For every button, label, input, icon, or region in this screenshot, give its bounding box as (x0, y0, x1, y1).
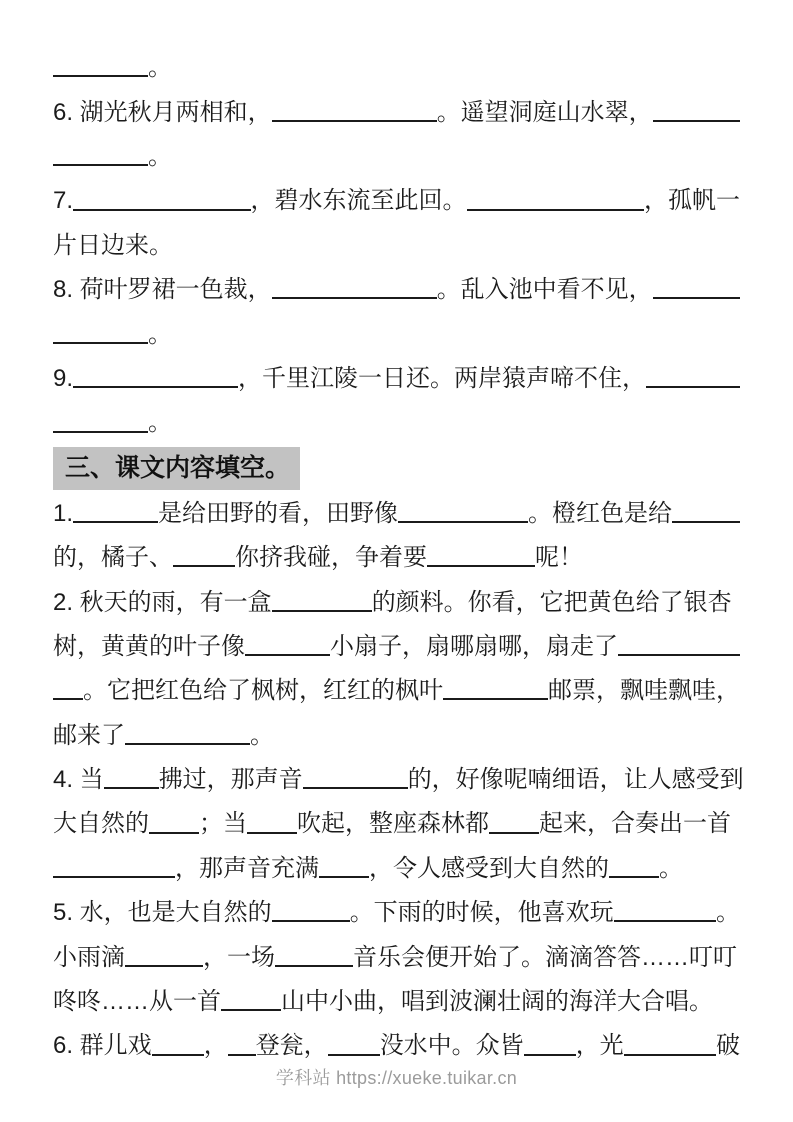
worksheet-line (53, 615, 740, 659)
text-run: 9. (53, 364, 74, 392)
blank-field (221, 1009, 281, 1011)
blank-field (524, 1054, 576, 1056)
blank-field (228, 1054, 256, 1056)
text-run: 拂过，那声音 (158, 766, 303, 794)
blank-field (73, 386, 238, 388)
text-run: 山中小曲，唱到波澜壮阔的海洋大合唱。 (281, 988, 713, 1016)
blank-field (104, 787, 159, 789)
worksheet-line (53, 925, 740, 969)
text-run: 你挤我碰，争着要 (235, 544, 427, 572)
blank-field (272, 610, 372, 612)
worksheet-line (53, 748, 744, 794)
blank-field (73, 209, 251, 211)
text-run: 6. 湖光秋月两相和， (53, 98, 272, 126)
text-run: 小雨滴 (53, 943, 125, 971)
text-run: 。它把红色给了枫树，红红的枫叶 (83, 677, 443, 705)
text-run: 没水中。众皆 (379, 1032, 524, 1060)
text-run: 小扇子，扇哪扇哪，扇走了 (330, 632, 618, 660)
blank-field (443, 698, 548, 700)
text-run: 是给田野的看，田野像 (158, 499, 399, 527)
text-run: 。橙红色是给 (528, 499, 673, 527)
blank-field (245, 654, 330, 656)
text-run: 1. (53, 499, 74, 527)
worksheet-line (53, 302, 740, 346)
worksheet-line (53, 80, 740, 124)
blank-field (467, 209, 645, 211)
blank-field (125, 743, 250, 745)
text-run: 6. 群儿戏 (53, 1032, 152, 1060)
blank-field (272, 920, 350, 922)
blank-field (646, 386, 740, 388)
text-run: ；当 (199, 810, 247, 838)
blank-field (247, 832, 297, 834)
text-run: ， (203, 1032, 228, 1060)
blank-field (53, 876, 175, 878)
text-run: 的颜料。你看，它把黄色给了银杏 (371, 588, 732, 616)
worksheet-line (53, 970, 740, 1014)
blank-field (149, 832, 199, 834)
text-run: ，千里江陵一日还。两岸猿声啼不住， (238, 364, 647, 392)
text-run: ，光 (575, 1032, 624, 1060)
worksheet-line (53, 837, 740, 881)
blank-field (73, 521, 158, 523)
blank-field (275, 965, 353, 967)
worksheet-line (53, 526, 740, 570)
text-run: 片日边来。 (53, 231, 173, 259)
text-run: 8. 荷叶罗裙一色裁， (53, 276, 272, 304)
text-run: 的，橘子、 (53, 544, 173, 572)
blank-field (53, 342, 148, 344)
text-run: 咚咚……从一首 (53, 988, 221, 1016)
page-footer (0, 1064, 793, 1090)
blank-field (152, 1054, 204, 1056)
blank-field (427, 565, 535, 567)
text-run: ，令人感受到大自然的 (369, 854, 609, 882)
worksheet-line (53, 125, 740, 169)
text-run: 起来，合奏出一首 (539, 810, 731, 838)
blank-field (624, 1054, 716, 1056)
worksheet-line (53, 1014, 740, 1058)
worksheet-line (53, 347, 740, 391)
text-run: 。 (659, 854, 683, 882)
text-run: 邮票，飘哇飘哇， (548, 677, 740, 705)
footer-site-url: 学科站 https://xueke.tuikar.cn (275, 1068, 518, 1088)
worksheet-line (53, 36, 740, 80)
worksheet-lines (53, 36, 744, 1060)
text-run: 。 (716, 899, 740, 927)
text-run: 吹起，整座森林都 (297, 810, 489, 838)
blank-field (53, 75, 148, 77)
text-run: 。 (148, 54, 172, 82)
text-run: 大自然的 (53, 810, 149, 838)
worksheet-line (53, 792, 740, 836)
text-run: 树，黄黄的叶子像 (53, 632, 245, 660)
worksheet-line (53, 214, 740, 258)
text-run: 4. 当 (53, 766, 104, 794)
text-run: 。 (148, 409, 172, 437)
worksheet-line (53, 881, 740, 925)
text-run: 。遥望洞庭山水翠， (436, 98, 653, 126)
text-run: ，一场 (203, 943, 275, 971)
worksheet-line (53, 570, 740, 614)
worksheet-line (53, 391, 740, 435)
blank-field (173, 565, 235, 567)
text-run: 7. (53, 187, 74, 215)
blank-field (614, 920, 716, 922)
blank-field (489, 832, 539, 834)
text-run: 。乱入池中看不见， (436, 276, 653, 304)
blank-field (653, 120, 740, 122)
text-run: 。下雨的时候，他喜欢玩 (349, 899, 614, 927)
text-run: 呢！ (535, 544, 583, 572)
blank-field (609, 876, 659, 878)
worksheet-line (53, 169, 740, 213)
text-run: 的，好像呢喃细语，让人感受到 (407, 766, 744, 794)
text-run: 登瓮， (255, 1032, 328, 1060)
worksheet-line (53, 703, 740, 747)
worksheet-line (53, 659, 740, 703)
blank-field (125, 965, 203, 967)
blank-field (53, 431, 148, 433)
text-run: 。 (148, 142, 172, 170)
blank-field (303, 787, 408, 789)
blank-field (53, 698, 83, 700)
blank-field (653, 297, 740, 299)
text-run: 。 (148, 320, 172, 348)
section-header: 三、课文内容填空。 (53, 447, 300, 490)
blank-field (672, 521, 740, 523)
blank-field (53, 164, 148, 166)
blank-field (272, 120, 437, 122)
text-run: 邮来了 (53, 721, 125, 749)
text-run: 。 (250, 721, 274, 749)
text-run: 破 (716, 1032, 740, 1060)
text-run: ，碧水东流至此回。 (250, 187, 467, 215)
worksheet-line (53, 258, 740, 302)
blank-field (328, 1054, 380, 1056)
blank-field (272, 297, 437, 299)
text-run: ，孤帆一 (644, 187, 741, 215)
text-run: 5. 水，也是大自然的 (53, 899, 272, 927)
blank-field (618, 654, 740, 656)
text-run: 2. 秋天的雨，有一盒 (53, 588, 272, 616)
blank-field (319, 876, 369, 878)
blank-field (398, 521, 528, 523)
section-header-line (53, 436, 740, 482)
text-run: ，那声音充满 (175, 854, 319, 882)
text-run: 音乐会便开始了。滴滴答答……叮叮 (353, 943, 737, 971)
